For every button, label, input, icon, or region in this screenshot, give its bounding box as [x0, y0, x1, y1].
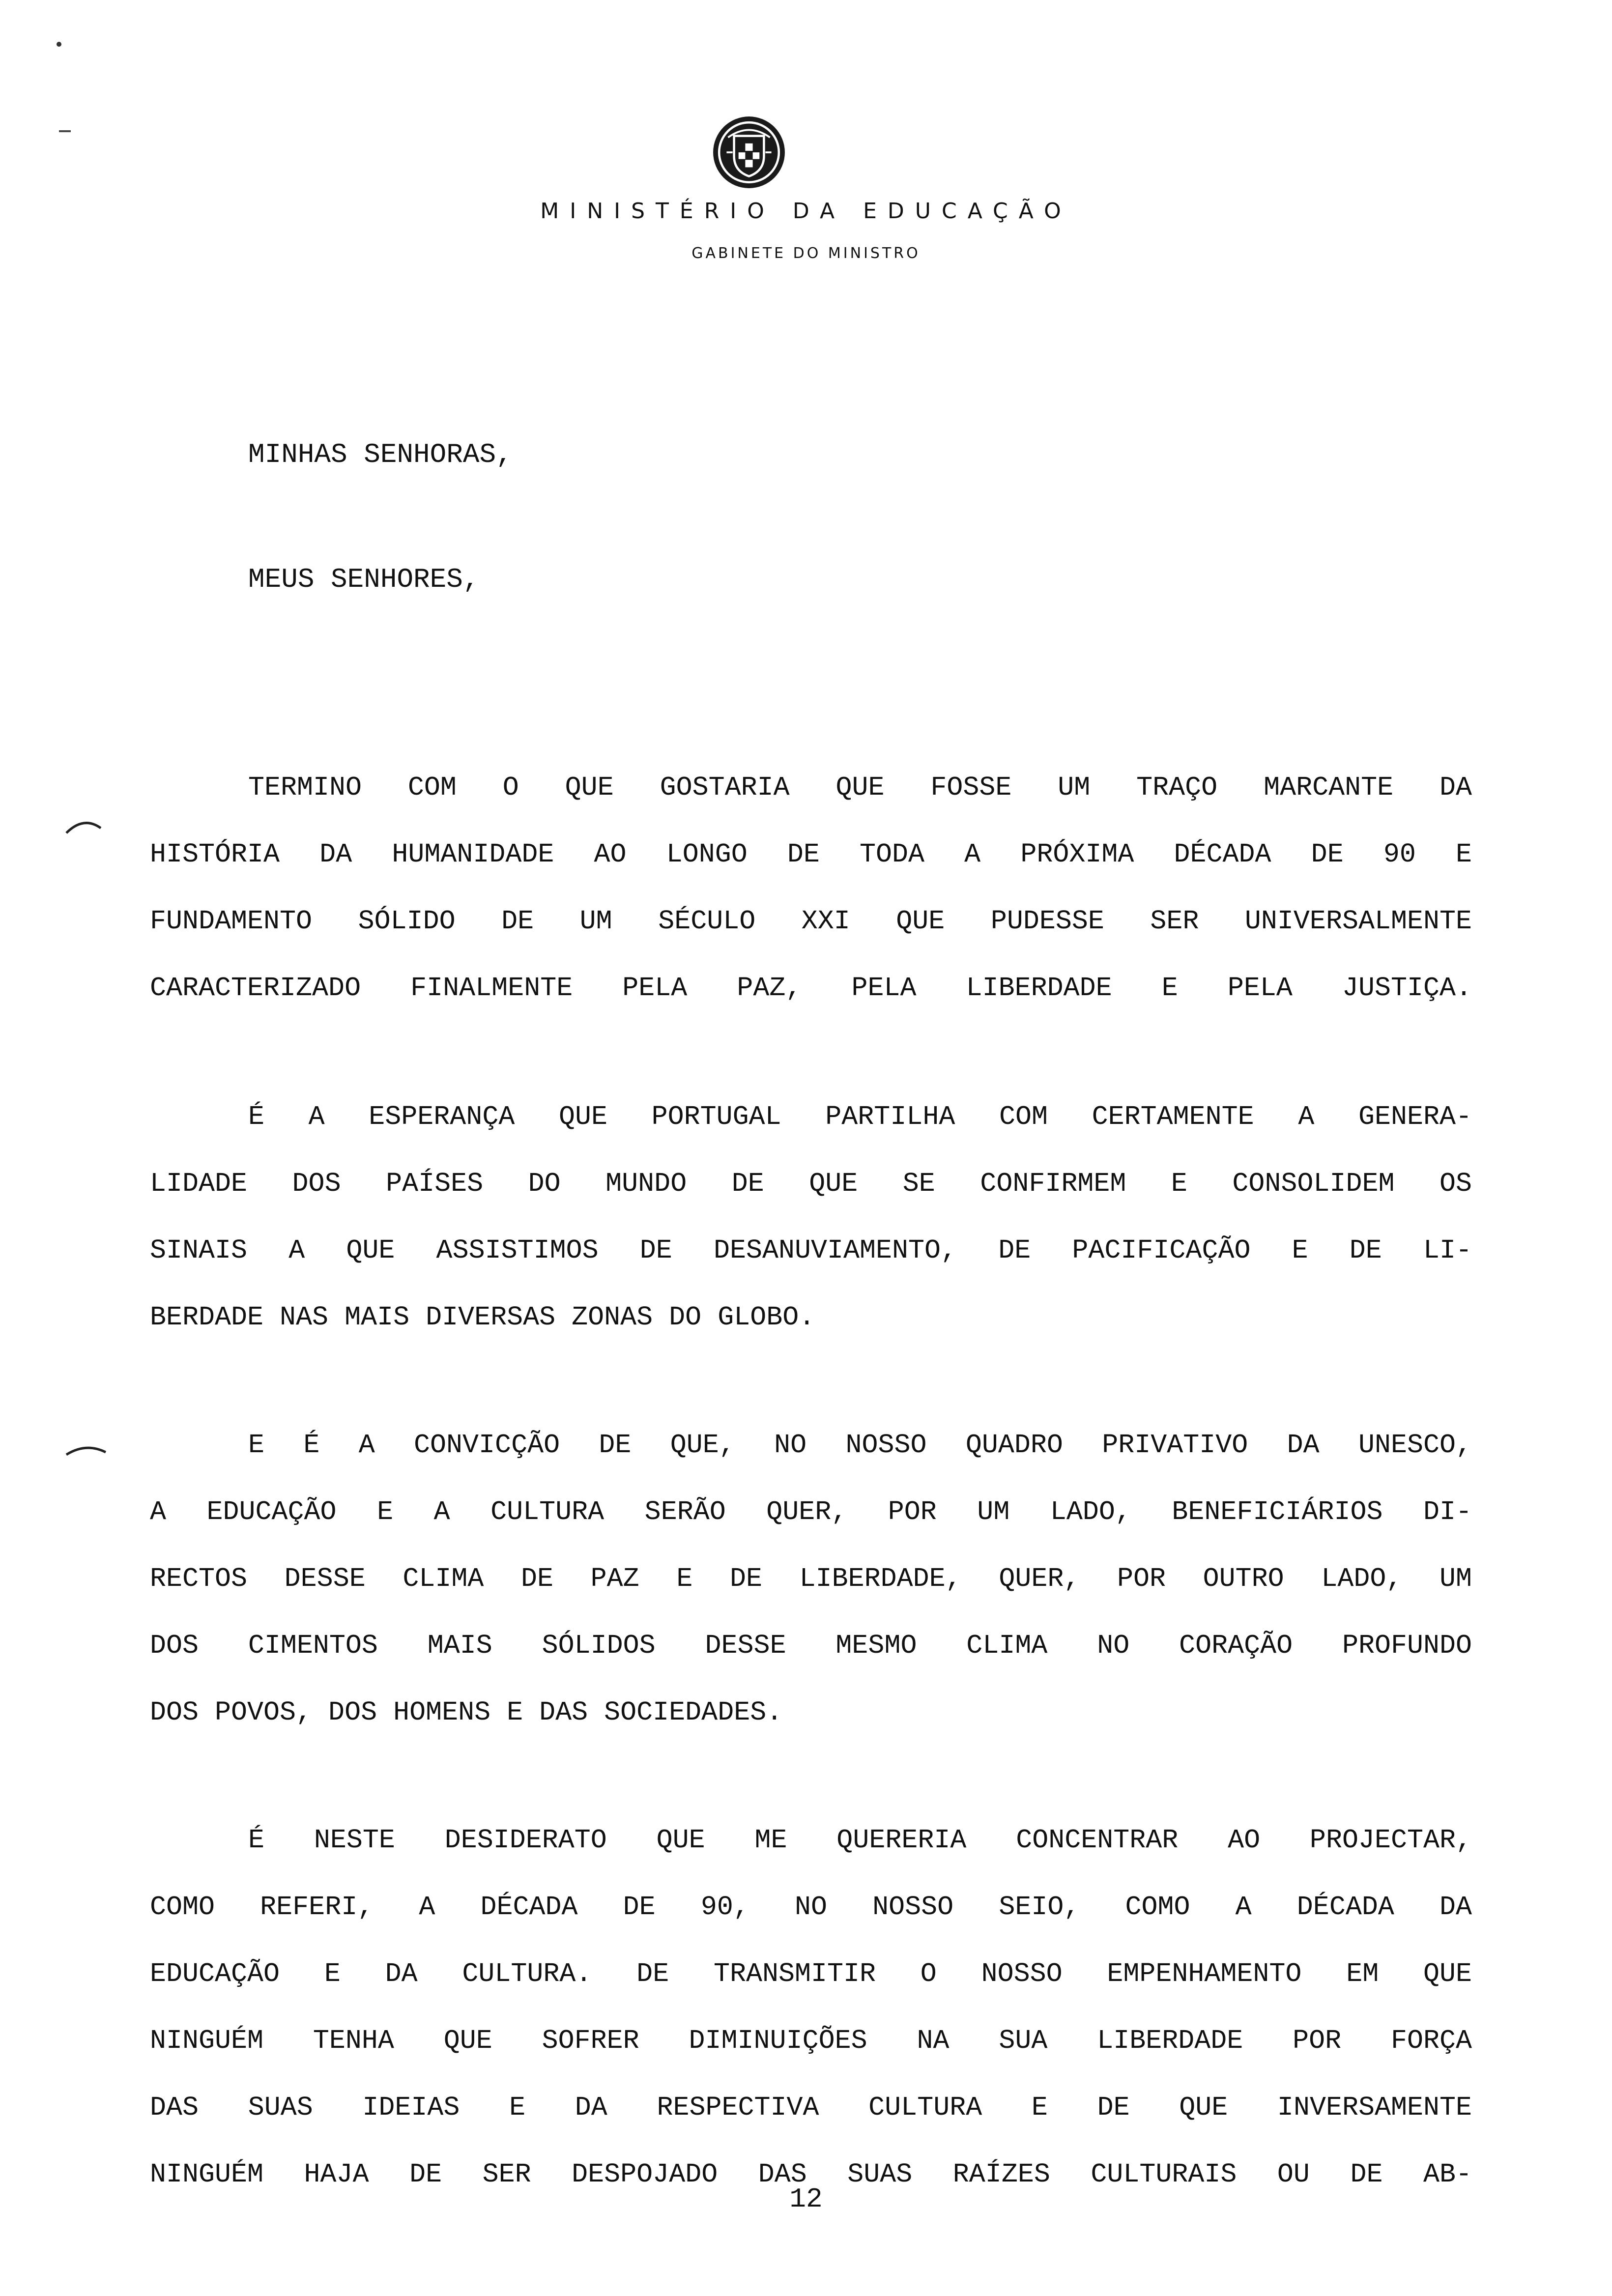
- text-line: HISTÓRIA DA HUMANIDADE AO LONGO DE TODA A PRÓXIMA DÉCADA DE 90 E: [150, 839, 1472, 870]
- text-line: É A ESPERANÇA QUE PORTUGAL PARTILHA COM CERTAMENTE A GENERA-: [248, 1101, 1472, 1132]
- text-line: NINGUÉM HAJA DE SER DESPOJADO DAS SUAS RAÍZES CULTURAIS OU DE AB-: [150, 2159, 1472, 2190]
- text-line: SINAIS A QUE ASSISTIMOS DE DESANUVIAMENTO, DE PACIFICAÇÃO E DE LI-: [150, 1235, 1472, 1266]
- text-line: A EDUCAÇÃO E A CULTURA SERÃO QUER, POR UM LADO, BENEFICIÁRIOS DI-: [150, 1496, 1472, 1527]
- text-line: DAS SUAS IDEIAS E DA RESPECTIVA CULTURA E DE QUE INVERSAMENTE: [150, 2092, 1472, 2123]
- text-line: É NESTE DESIDERATO QUE ME QUERERIA CONCENTRAR AO PROJECTAR,: [248, 1825, 1472, 1856]
- coat-of-arms-seal-icon: [712, 115, 786, 190]
- cabinet-name: GABINETE DO MINISTRO: [691, 245, 921, 262]
- text-line: E É A CONVICÇÃO DE QUE, NO NOSSO QUADRO PRIVATIVO DA UNESCO,: [248, 1430, 1472, 1461]
- binder-hole-arc-icon: [64, 816, 103, 835]
- text-line: RECTOS DESSE CLIMA DE PAZ E DE LIBERDADE, QUER, POR OUTRO LADO, UM: [150, 1563, 1472, 1594]
- ministry-name: MINISTÉRIO DA EDUCAÇÃO: [540, 199, 1072, 224]
- scan-dash-mark: [59, 128, 74, 135]
- text-line: DOS CIMENTOS MAIS SÓLIDOS DESSE MESMO CLIMA NO CORAÇÃO PROFUNDO: [150, 1630, 1472, 1661]
- text-line: FUNDAMENTO SÓLIDO DE UM SÉCULO XXI QUE PUDESSE SER UNIVERSALMENTE: [150, 906, 1472, 937]
- text-line: EDUCAÇÃO E DA CULTURA. DE TRANSMITIR O NOSSO EMPENHAMENTO EM QUE: [150, 1958, 1472, 1989]
- paragraph-1: [150, 771, 1472, 1038]
- text-line: DOS POVOS, DOS HOMENS E DAS SOCIEDADES.: [150, 1697, 783, 1728]
- paragraph-2: [150, 1100, 1472, 1367]
- binder-hole-arc-icon: [64, 1440, 108, 1460]
- greeting-gentlemen: MEUS SENHORES,: [248, 564, 480, 595]
- text-line: TERMINO COM O QUE GOSTARIA QUE FOSSE UM TRAÇO MARCANTE DA: [248, 772, 1472, 803]
- page-number: 12: [789, 2183, 823, 2215]
- text-line: CARACTERIZADO FINALMENTE PELA PAZ, PELA LIBERDADE E PELA JUSTIÇA.: [150, 973, 1472, 1004]
- scan-speck-mark: [54, 39, 64, 49]
- text-line: LIDADE DOS PAÍSES DO MUNDO DE QUE SE CONFIRMEM E CONSOLIDEM OS: [150, 1168, 1472, 1199]
- text-line: BERDADE NAS MAIS DIVERSAS ZONAS DO GLOBO.: [150, 1302, 815, 1333]
- paragraph-4: [150, 1823, 1472, 2224]
- text-line: NINGUÉM TENHA QUE SOFRER DIMINUIÇÕES NA SUA LIBERDADE POR FORÇA: [150, 2025, 1472, 2056]
- text-line: COMO REFERI, A DÉCADA DE 90, NO NOSSO SEIO, COMO A DÉCADA DA: [150, 1892, 1472, 1923]
- greeting-ladies: MINHAS SENHORAS,: [248, 439, 513, 470]
- paragraph-3: [150, 1428, 1472, 1762]
